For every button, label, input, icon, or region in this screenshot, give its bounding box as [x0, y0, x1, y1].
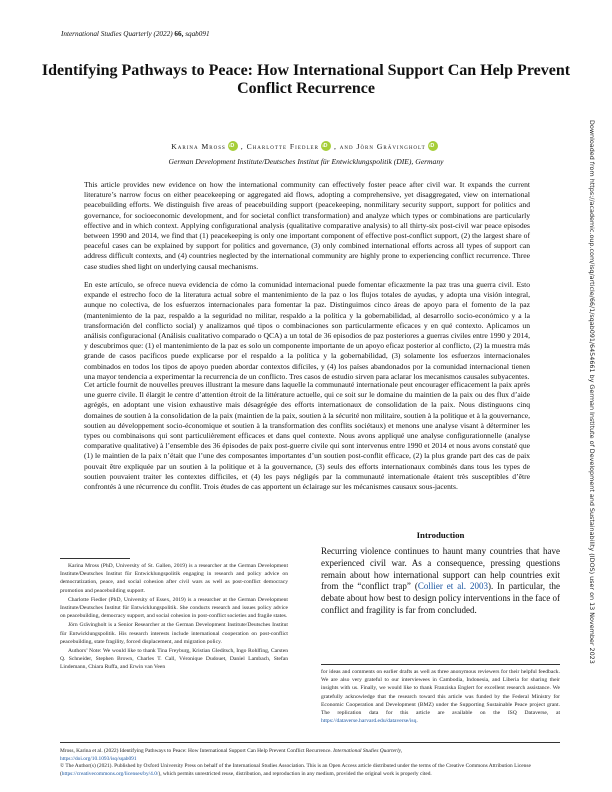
citation-link[interactable]: Collier et al. 2003	[417, 581, 488, 592]
abstract-spanish: En este artículo, se ofrece nueva evidencia de cómo la comunidad internacional puede fomentar eficazmente la paz tras una guerra civil. Esto expande el estrecho foco de la literatura actual sobre el mantenimiento de la paz o los flujos totales de ayudas, y adopta una visión integral, aunque no colectiva, de los esfuerzos internacionales para fomentar la paz. Distinguimos cinco áreas de apoyo para el fomento de la paz (mantenimiento de la paz, respaldo a la seguridad no militar, respaldo a la política y la gobernabilidad, al desarrollo socio-económico y a la transformación del conflicto social) y analizamos qué tipos o combinaciones son particularmente eficaces y en qué contexto. Aplicamos un análisis configuracional (Análisis cualitativo comparado o QCA) a un total de 36 episodios de paz posteriores a guerras civiles entre 1990 y 2014, y descubrimos que: (1) el mantenimiento de la paz es solo un componente importante de un apoyo eficaz posterior al conflicto, (2) la muestra más grande de casos pacíficos puede explicarse por el respaldo a la política y la gobernabilidad, (3) solamente los esfuerzos internacionales combinados en todos los tipos de apoyo pueden abordar contextos difíciles, y (4) los países abandonados por la comunidad internacional tienen una mayor tendencia a experimentar la recurrencia de un conflicto. Tres casos de estudio sirven para aclarar los mecanismos causales subyacentes.	[84, 280, 530, 381]
author-name: Charlotte Fiedler	[246, 142, 319, 151]
citation-line: Mross, Karina et al. (2022) Identifying Pathways to Peace: How International Support Can Help Prevent Conflict Recurrence. International Studies Quarterly,	[60, 748, 403, 754]
footnote-divider	[321, 664, 560, 665]
doi-link[interactable]: https://doi.org/10.1093/isq/sqab091	[60, 755, 137, 762]
section-heading: Introduction	[416, 530, 465, 540]
footnote-mross: Karina Mross (PhD, University of St. Gallen, 2019) is a researcher at the German Development Institute/Deutsches Institut für Entwicklungspolitik engaging in research and policy advice on democratization, peace, and social cohesion after civil wars as well as post-conflict democracy promotion and peacebuilding support.	[60, 563, 288, 594]
footnote-divider	[60, 558, 130, 559]
abstract-french: Cet article fournit de nouvelles preuves illustrant la mesure dans laquelle la communauté internationale peut encourager efficacement la paix après une guerre civile. Il élargit le centre d’attention étroit de la littérature actuelle, qui ce soit sur le domaine du maintien de la paix ou des flux d’aide agrégés, en adoptant une vision exhaustive mais désagrégée des efforts internationaux de consolidation de la paix. Nous distinguons cinq domaines de soutien à la consolidation de la paix (maintien de la paix, soutien à la sécurité non militaire, soutien à la politique et à la gouvernance, soutien au développement socio-économique et soutien à la transformation des conflits sociétaux) et menons une analyse visant à déterminer les types ou combinaisons qui sont particulièrement efficaces et dans quel contexte. Nous avons appliqué une analyse configurationnelle (analyse comparative qualitative) à l’ensemble des 36 épisodes de paix post-guerre civile qui sont intervenus entre 1990 et 2014 et nous avons constaté que (1) le maintien de la paix n’était que l’une des composantes importantes d’un soutien post-conflit efficace, (2) la plus grande part des cas de paix pouvait être expliquée par un soutien à la politique et à la gouvernance, (3) seuls des efforts internationaux combinés dans tous les types de soutien pouvaient traiter les contextes difficiles, et (4) les pays négligés par la communauté internationale étaient très susceptibles d’être confrontés à une récurrence du conflit. Trois études de cas apportent un éclairage sur les mécanismes causaux sous-jacents.	[84, 380, 530, 492]
citation-divider	[60, 742, 560, 743]
article-id: sqab091	[185, 30, 210, 38]
author-name: Jörn Grävingholt	[356, 142, 426, 151]
acknowledgements: for ideas and comments on earlier drafts as well as three anonymous reviewers for their helpful feedback. We are also very grateful to our interviewees in Cambodia, Indonesia, and Liberia for sharing their insights with us. Finally, we would like to thank Franziska Englert for excellent research assistance. We gratefully acknowledge that the research toward this article was funded by the Federal Ministry for Economic Cooperation and Development (BMZ) under the Supporting Sustainable Peace project grant. The replication data for this article are available on the ISQ Dataverse, at https://dataverse.harvard.edu/dataverse/isq.	[321, 669, 560, 725]
journal-volume: 66,	[174, 30, 184, 38]
article-title: Identifying Pathways to Peace: How International Support Can Help Prevent Conflict Recurrence	[41, 62, 571, 97]
abstract-english: This article provides new evidence on how the international community can effectively foster peace after civil war. It expands the current literature’s narrow focus on either peacekeeping or aggregated aid flows, adopting a comprehensive, yet disaggregated, view on international peacebuilding efforts. We distinguish five areas of peacebuilding support (peacekeeping, nonmilitary security support, support for politics and governance, for socioeconomic development, and for societal conflict transformation) and analyze which types or combinations are particularly effective and in which context. Applying configurational analysis (qualitative comparative analysis) to all thirty-six post-civil war peace episodes between 1990 and 2014, we find that (1) peacekeeping is only one important component of effective post-conflict support, (2) the largest share of peaceful cases can be explained by support for politics and governance, (3) only combined international efforts across all types of support can address difficult contexts, and (4) countries neglected by the international community are highly prone to experiencing conflict recurrence. Three case studies shed light on underlying causal mechanisms.	[84, 180, 530, 271]
journal-year: (2022)	[153, 30, 173, 38]
author-list: Karina MrossiD , Charlotte FiedleriD , and Jörn GrävingholtiD	[40, 142, 572, 152]
author-name: Karina Mross	[171, 142, 226, 151]
footnote-fiedler: Charlotte Fiedler (PhD, University of Essex, 2019) is a researcher at the German Development Institute/Deutsches Institut für Entwicklungspolitik. She conducts research and issues policy advice on peacebuilding, democracy support, and social cohesion in post-conflict societies and fragile states.	[60, 596, 288, 620]
journal-name: International Studies Quarterly	[61, 30, 152, 38]
license-text: © The Author(s) (2021). Published by Oxford University Press on behalf of the International Studies Association. This is an Open Access article distributed under the terms of the Creative Commons Attribution License (https://creativecommons.org/licenses/by/4.0/), which permits unrestricted reuse, distribution, and reproduction in any medium, provided the original work is properly cited.	[60, 763, 531, 777]
citation-block	[60, 748, 560, 778]
author-footnotes	[60, 562, 288, 673]
journal-header	[61, 30, 210, 38]
orcid-icon[interactable]	[228, 141, 238, 151]
footnote-gravingholt: Jörn Grävingholt is a Senior Researcher at the German Development Institute/Deutsches Institut für Entwicklungspolitik. His research interests include international cooperation on post-conflict peacebuilding, state fragility, forced displacement, and migration policy.	[60, 622, 288, 645]
footnote-authors-note: Authors’ Note: We would like to thank Tina Freyburg, Kristian Gleditsch, Ingo Rohlfing, Carsten Q. Schneider, Stephen Brown, Charles T. Call, Véronique Dudouet, Daniel Lambach, Stefan Lindemann, Chiara Ruffa, and Erwin van Veen	[60, 648, 288, 671]
license-link[interactable]: https://creativecommons.org/licenses/by/4.0/	[61, 770, 159, 777]
dataverse-link[interactable]: https://dataverse.harvard.edu/dataverse/isq	[321, 718, 417, 725]
orcid-icon[interactable]	[321, 141, 331, 151]
orcid-icon[interactable]	[428, 141, 438, 151]
affiliation: German Development Institute/Deutsches Institut für Entwicklungspolitik (DIE), Germany	[168, 157, 444, 166]
introduction-paragraph: Recurring violence continues to haunt many countries that have experienced civil war. As a consequence, pressing questions remain about how international support can help countries exit from the “conflict trap” (Collier et al. 2003). In particular, the debate about how best to design policy interventions in the face of conflict and fragility is far from concluded.	[321, 546, 560, 615]
download-watermark: Downloaded from https://academic.oup.com/isq/article/66/1/sqab091/6454661 by German Institute of Development and Sustainability (IDOS) user on 13 November 2023	[588, 120, 596, 664]
